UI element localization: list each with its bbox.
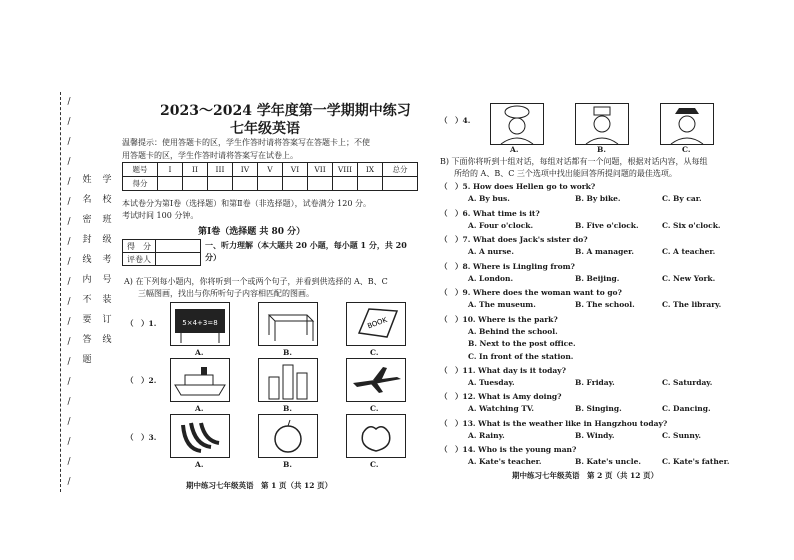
score-header-cell: VII xyxy=(308,163,333,177)
question-1: （ ）1. xyxy=(126,319,157,328)
q10-option: B. Next to the post office. xyxy=(468,339,576,348)
part1-title: 第Ⅰ卷（选择题 共 80 分） xyxy=(198,227,306,237)
blackboard-icon xyxy=(171,303,229,345)
grader-cell: 评卷人 xyxy=(123,253,156,266)
side-char: 封 xyxy=(82,235,92,245)
q10-option: A. Behind the school. xyxy=(468,326,558,336)
side-slash: / xyxy=(67,417,71,427)
side-char: 学 xyxy=(102,175,112,185)
chalk-equation: 5×4+3=8 xyxy=(182,319,218,327)
airplane-picture xyxy=(346,358,406,402)
score-cell xyxy=(308,177,333,191)
banana-icon xyxy=(171,415,229,457)
desk-icon xyxy=(259,303,317,345)
score-header-cell: VI xyxy=(283,163,308,177)
option-b: B. Friday. xyxy=(575,377,615,387)
partA-line-2: 三幅图画，找出与你所听句子内容相匹配的图画。 xyxy=(138,289,314,298)
score-header-cell: V xyxy=(258,163,283,177)
side-name-column xyxy=(80,170,94,370)
score-cell xyxy=(333,177,358,191)
side-school-column xyxy=(100,170,114,350)
score-header-cell: 题号 xyxy=(123,163,158,177)
option-c: C. Dancing. xyxy=(662,404,711,413)
ship-picture xyxy=(170,358,230,402)
option-b: B. Five o'clock. xyxy=(575,220,639,230)
side-slash: / xyxy=(67,437,71,447)
side-slash: / xyxy=(67,97,71,107)
option-a: A. A nurse. xyxy=(468,247,514,256)
tip-line-1: 温馨提示：使用答题卡的区，学生作答时请将答案写在答题卡上；不使 xyxy=(122,138,370,147)
score-header-cell: II xyxy=(183,163,208,177)
q10-option: C. In front of the station. xyxy=(468,351,574,361)
score-cell xyxy=(208,177,233,191)
book-picture xyxy=(346,302,406,346)
side-char: 题 xyxy=(82,355,92,365)
partA-line-1: A) 在下列每小题内，你将听到一个或两个句子，并看到供选择的 A、B、C xyxy=(124,277,388,286)
chef-icon xyxy=(491,104,543,144)
question-2: （ ）2. xyxy=(126,376,157,385)
side-slash: / xyxy=(67,337,71,347)
side-slash: / xyxy=(67,237,71,247)
book-icon xyxy=(347,303,405,345)
option-c: C. Kate's father. xyxy=(662,457,730,466)
score-cell xyxy=(158,177,183,191)
question-text: （ ）10. Where is the park? xyxy=(440,314,558,324)
q4-option-b: B. xyxy=(597,145,606,154)
option-a: A. The museum. xyxy=(468,300,536,309)
side-slash: / xyxy=(67,157,71,167)
option-c: C. New York. xyxy=(662,273,716,283)
intro-line-1: 本试卷分为第Ⅰ卷（选择题）和第Ⅱ卷（非选择题），试卷满分 120 分。 xyxy=(122,199,371,208)
q4-option-c: C. xyxy=(682,145,691,154)
side-char: 班 xyxy=(102,215,112,225)
score-cell xyxy=(283,177,308,191)
question-3: （ ）3. xyxy=(126,433,157,442)
chef-picture xyxy=(490,103,544,145)
option-c: C. A teacher. xyxy=(662,247,716,256)
footer-page-1: 期中练习七年级英语 第 1 页（共 12 页） xyxy=(186,481,333,490)
q1-option-c: C. xyxy=(370,348,379,357)
nurse-picture xyxy=(575,103,629,145)
question-text: （ ）7. What does Jack's sister do? xyxy=(440,235,588,244)
grader-table xyxy=(122,239,201,266)
partB-line-2: 所给的 A、B、C 三个选项中找出能回答所提问题的最佳选项。 xyxy=(454,169,677,178)
side-slash: / xyxy=(67,297,71,307)
q1-option-b: B. xyxy=(283,348,292,357)
q4-option-a: A. xyxy=(510,145,519,154)
score-row-label: 得分 xyxy=(123,177,158,191)
option-b: B. Kate's uncle. xyxy=(575,457,642,466)
side-char: 装 xyxy=(102,295,112,305)
option-a: A. Kate's teacher. xyxy=(468,457,542,466)
option-a: A. London. xyxy=(468,273,514,283)
question-text: （ ）14. Who is the young man? xyxy=(440,445,577,454)
score-header-cell: IX xyxy=(358,163,383,177)
side-slash: / xyxy=(67,117,71,127)
peach-icon xyxy=(347,415,405,457)
question-text: （ ）6. What time is it? xyxy=(440,208,540,218)
option-a: A. Tuesday. xyxy=(468,377,515,387)
side-slash: / xyxy=(67,217,71,227)
option-b: B. The school. xyxy=(575,300,635,309)
score-header-cell: VIII xyxy=(333,163,358,177)
q2-option-c: C. xyxy=(370,404,379,413)
side-char: 级 xyxy=(102,235,112,245)
question-text: （ ）8. Where is Lingling from? xyxy=(440,261,575,271)
side-slash: / xyxy=(67,397,71,407)
q2-option-b: B. xyxy=(283,404,292,413)
score-cell xyxy=(258,177,283,191)
side-slash: / xyxy=(67,377,71,387)
airplane-icon xyxy=(347,359,405,401)
option-b: B. A manager. xyxy=(575,247,634,256)
buildings-picture xyxy=(258,358,318,402)
exam-subtitle: 七年级英语 xyxy=(230,121,300,137)
side-slash: / xyxy=(67,197,71,207)
score-cell xyxy=(233,177,258,191)
ship-icon xyxy=(171,359,229,401)
listening-heading-2: 分） xyxy=(205,252,221,262)
police-icon xyxy=(661,104,713,144)
option-a: A. Rainy. xyxy=(468,430,505,440)
desk-picture xyxy=(258,302,318,346)
book-cover-text: BOOK xyxy=(366,315,389,331)
question-text: （ ）12. What is Amy doing? xyxy=(440,392,562,401)
score-cell xyxy=(358,177,383,191)
tip-line-2: 用答题卡的区，学生作答时请将答案写在试卷上。 xyxy=(122,151,298,160)
apple-icon xyxy=(259,415,317,457)
side-slash: / xyxy=(67,357,71,367)
peach-picture xyxy=(346,414,406,458)
side-slash: / xyxy=(67,457,71,467)
q3-option-a: A. xyxy=(195,460,204,469)
q1-option-a: A. xyxy=(195,348,204,357)
option-b: B. Beijing. xyxy=(575,273,620,283)
side-char: 不 xyxy=(82,295,92,305)
q3-option-b: B. xyxy=(283,460,292,469)
side-slash: / xyxy=(67,477,71,487)
side-slash: / xyxy=(67,177,71,187)
side-char: 姓 xyxy=(82,175,92,185)
buildings-icon xyxy=(259,359,317,401)
side-char: 订 xyxy=(102,315,112,325)
score-table xyxy=(122,162,418,191)
question-text: （ ）9. Where does the woman want to go? xyxy=(440,288,622,297)
side-char: 答 xyxy=(82,335,92,345)
option-c: C. The library. xyxy=(662,300,722,309)
side-slash: / xyxy=(67,277,71,287)
side-slashes xyxy=(62,92,76,492)
listening-heading-1: 一、听力理解（本大题共 20 小题，每小题 1 分，共 20 xyxy=(205,240,407,250)
side-char: 线 xyxy=(102,335,112,345)
option-a: A. Watching TV. xyxy=(468,404,535,413)
option-c: C. Six o'clock. xyxy=(662,220,721,230)
intro-line-2: 考试时间 100 分钟。 xyxy=(122,211,199,220)
banana-picture xyxy=(170,414,230,458)
score-cell xyxy=(183,177,208,191)
binding-line xyxy=(60,92,61,492)
side-char: 密 xyxy=(82,215,92,225)
score-cell: 得 分 xyxy=(123,240,156,253)
question-4: （ ）4. xyxy=(440,116,471,125)
footer-page-2: 期中练习七年级英语 第 2 页（共 12 页） xyxy=(512,471,659,480)
side-char: 内 xyxy=(82,275,92,285)
option-a: A. Four o'clock. xyxy=(468,220,534,230)
option-b: B. Singing. xyxy=(575,404,622,413)
score-cell xyxy=(383,177,418,191)
option-c: C. Saturday. xyxy=(662,377,713,387)
side-char: 考 xyxy=(102,255,112,265)
side-char: 线 xyxy=(82,255,92,265)
option-a: A. By bus. xyxy=(468,194,510,203)
score-header-cell: III xyxy=(208,163,233,177)
option-c: C. By car. xyxy=(662,194,702,203)
question-text: （ ）11. What day is it today? xyxy=(440,365,566,375)
partB-line-1: B) 下面你将听到十组对话，每组对话都有一个问题，根据对话内容，从每组 xyxy=(440,157,708,166)
side-char: 要 xyxy=(82,315,92,325)
score-header-cell: I xyxy=(158,163,183,177)
exam-title: 2023～2024 学年度第一学期期中练习 xyxy=(160,103,411,119)
question-text: （ ）5. How does Hellen go to work? xyxy=(440,182,596,191)
side-slash: / xyxy=(67,317,71,327)
side-slash: / xyxy=(67,257,71,267)
side-char: 名 xyxy=(82,195,92,205)
side-char: 校 xyxy=(102,195,112,205)
police-picture xyxy=(660,103,714,145)
option-b: B. Windy. xyxy=(575,430,615,440)
score-header-cell: 总分 xyxy=(383,163,418,177)
side-slash: / xyxy=(67,137,71,147)
score-header-cell: IV xyxy=(233,163,258,177)
option-c: C. Sunny. xyxy=(662,430,701,440)
apple-picture xyxy=(258,414,318,458)
q3-option-c: C. xyxy=(370,460,379,469)
blackboard-picture xyxy=(170,302,230,346)
q2-option-a: A. xyxy=(195,404,204,413)
question-text: （ ）13. What is the weather like in Hangzhou today? xyxy=(440,418,668,428)
side-char: 号 xyxy=(102,275,112,285)
nurse-icon xyxy=(576,104,628,144)
option-b: B. By bike. xyxy=(575,194,621,203)
